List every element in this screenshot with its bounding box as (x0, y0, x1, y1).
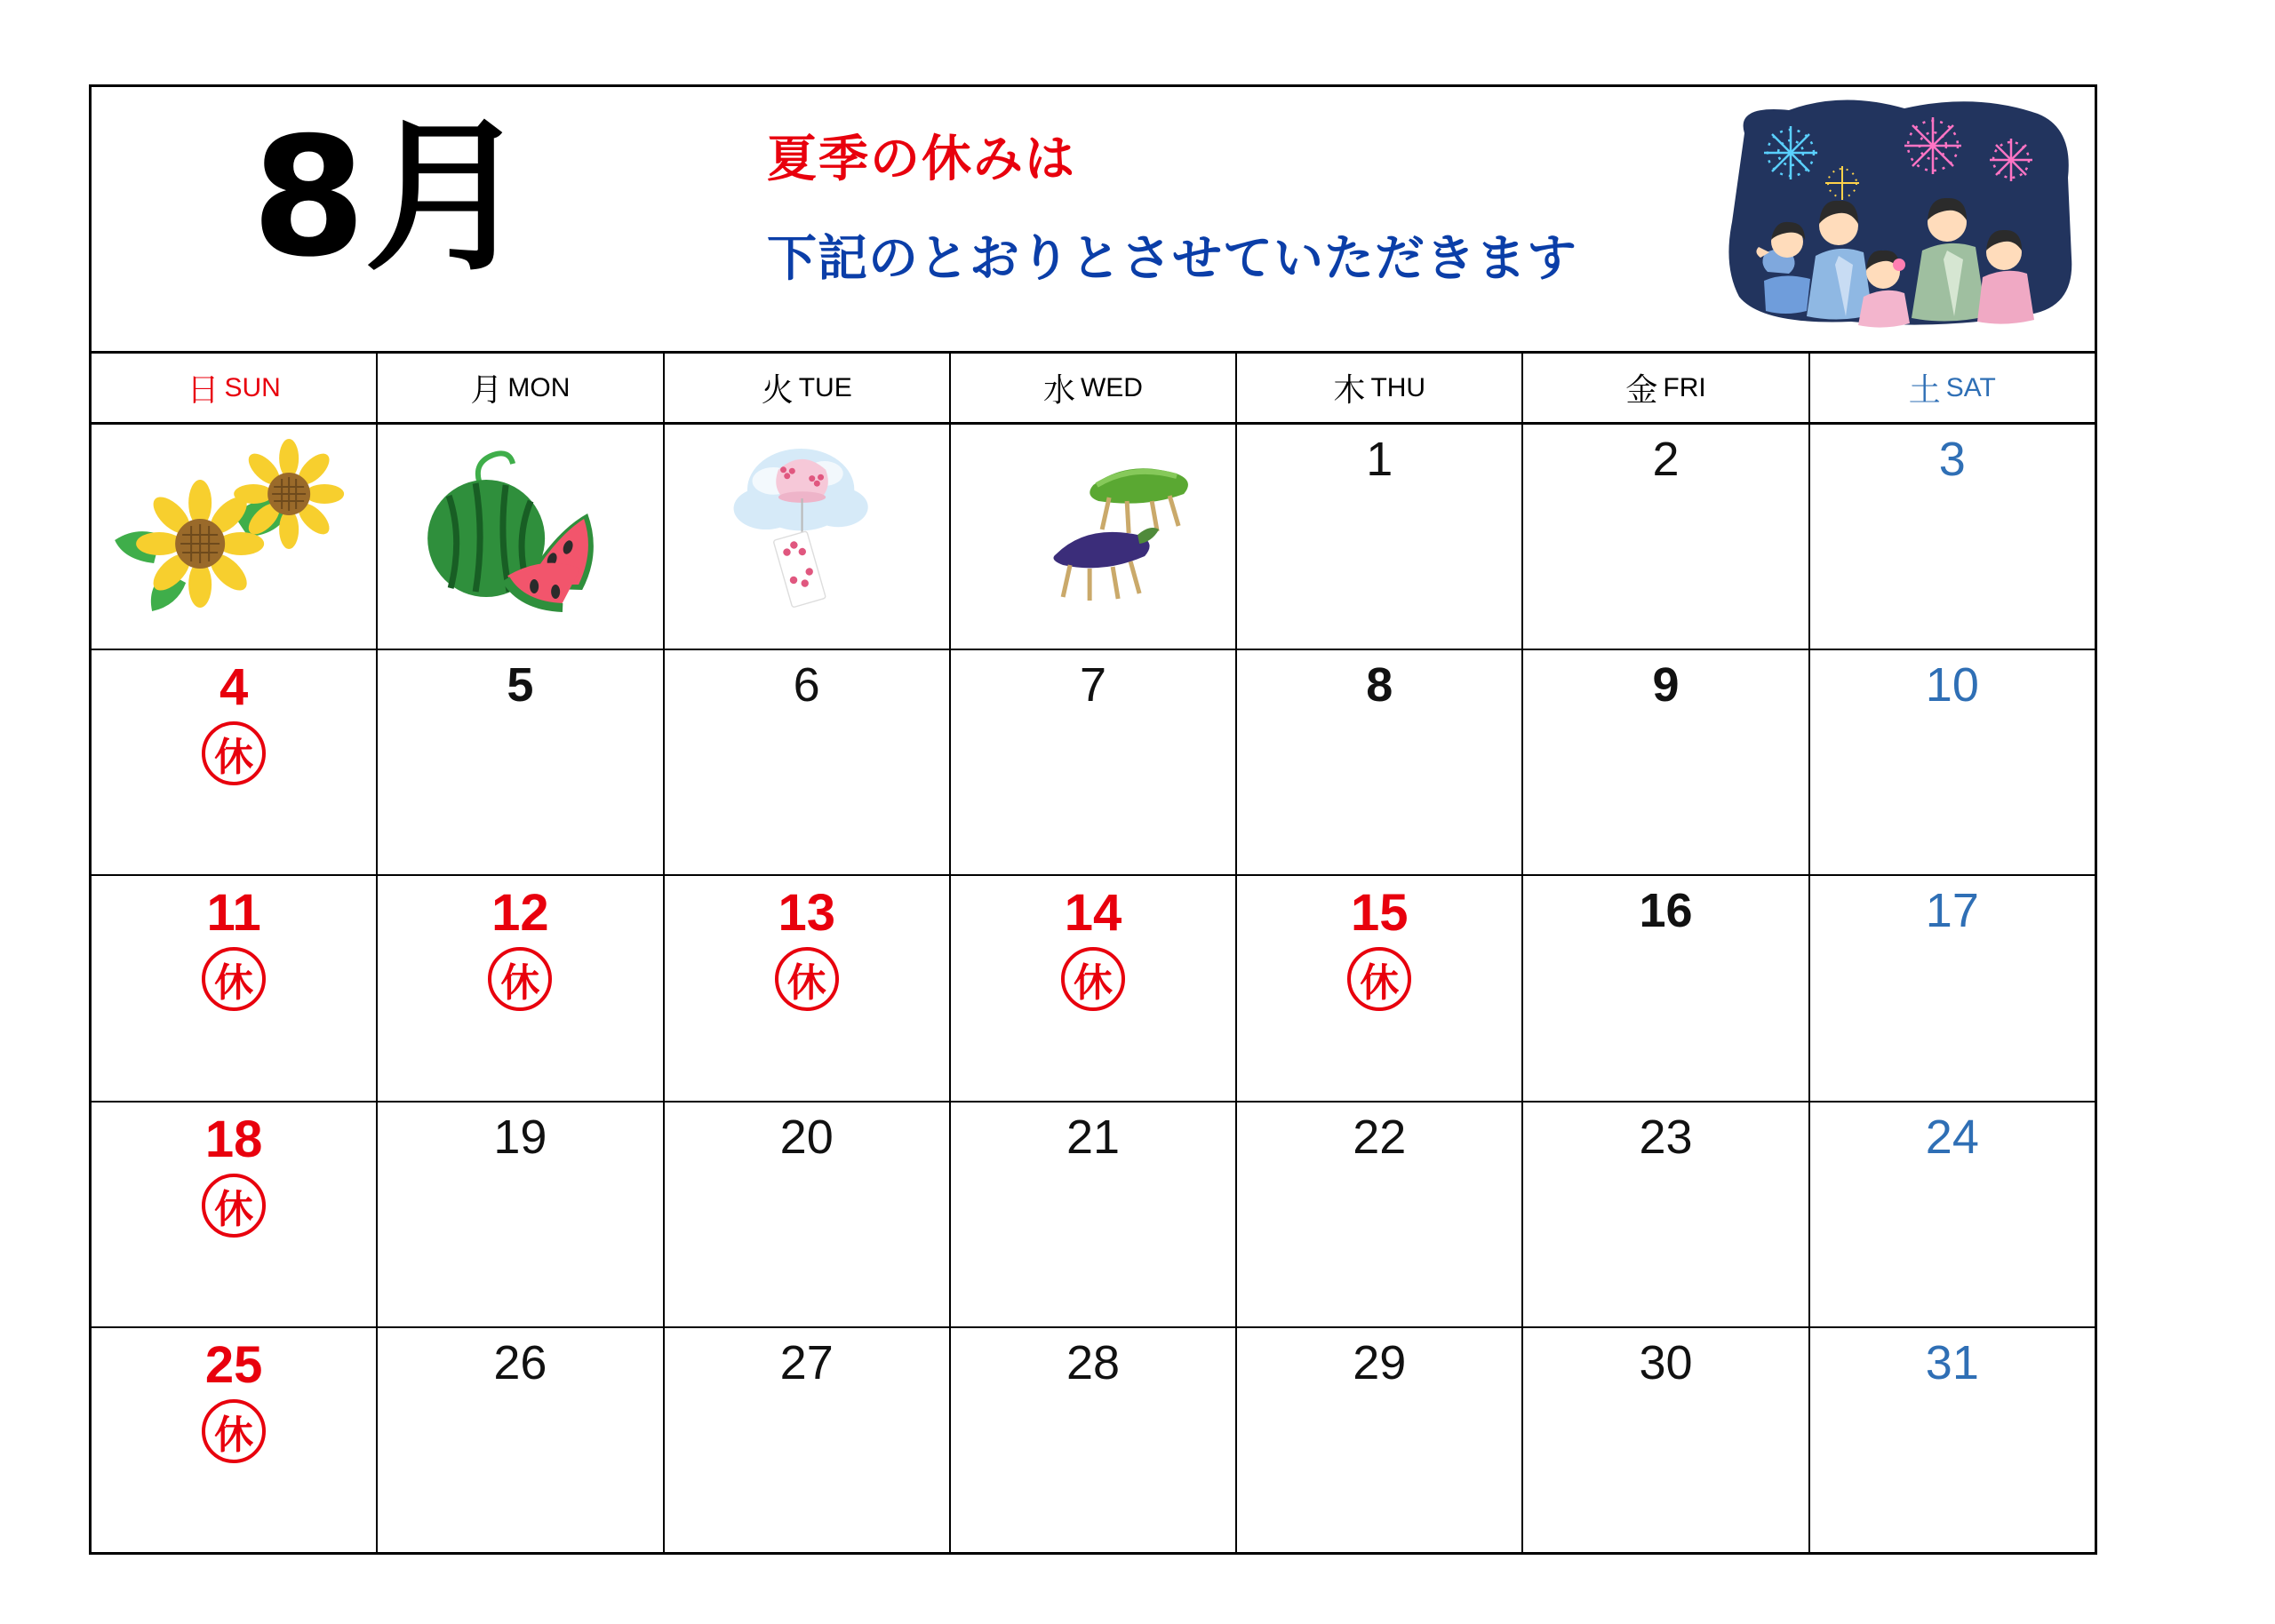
day-number: 23 (1639, 1110, 1693, 1164)
fireworks-family-icon (1709, 98, 2082, 336)
calendar-week-row (92, 425, 2095, 650)
calendar-header (92, 87, 2095, 354)
weekday-wed-roman: WED (1080, 372, 1143, 402)
day-cell[interactable] (665, 425, 951, 649)
holiday-badge: 休 (1347, 947, 1411, 1011)
day-cell[interactable] (92, 1103, 378, 1326)
holiday-badge: 休 (488, 947, 552, 1011)
weekday-thu-roman: THU (1370, 372, 1426, 402)
day-cell[interactable] (1810, 1328, 2095, 1552)
holiday-badge: 休 (202, 721, 266, 785)
holiday-badge: 休 (1061, 947, 1125, 1011)
day-number: 6 (793, 658, 820, 712)
day-number: 10 (1925, 658, 1979, 712)
weekday-thu (1237, 354, 1523, 422)
calendar-week-row (92, 650, 2095, 876)
weekday-tue-roman: TUE (798, 372, 852, 402)
watermelon-icon (378, 430, 662, 617)
day-cell[interactable] (665, 876, 951, 1100)
day-number: 29 (1353, 1335, 1407, 1389)
weekday-tue-kanji: 火 (761, 372, 794, 409)
day-number: 24 (1925, 1110, 1979, 1164)
weekday-sun (92, 354, 378, 422)
day-number: 7 (1079, 658, 1106, 712)
day-cell[interactable] (951, 876, 1237, 1100)
day-cell[interactable] (378, 425, 664, 649)
day-number: 18 (204, 1110, 263, 1168)
day-cell[interactable] (951, 425, 1237, 649)
day-cell[interactable] (1237, 1103, 1523, 1326)
day-number: 21 (1066, 1110, 1121, 1164)
day-cell[interactable] (1523, 1103, 1809, 1326)
day-number: 15 (1351, 884, 1409, 943)
day-cell[interactable] (378, 1103, 664, 1326)
day-cell[interactable] (1237, 425, 1523, 649)
calendar-grid (92, 425, 2095, 1552)
day-cell[interactable] (92, 1328, 378, 1552)
day-number: 4 (220, 658, 249, 717)
day-cell[interactable] (1523, 876, 1809, 1100)
weekday-sat-kanji: 土 (1908, 372, 1941, 409)
day-cell[interactable] (378, 650, 664, 874)
day-number: 26 (493, 1335, 547, 1389)
weekday-sat-roman: SAT (1945, 372, 1996, 402)
day-number: 5 (507, 658, 534, 712)
day-number: 19 (493, 1110, 547, 1164)
day-cell[interactable] (378, 1328, 664, 1552)
day-number: 1 (1366, 433, 1393, 486)
day-number: 22 (1353, 1110, 1407, 1164)
weekday-thu-kanji: 木 (1333, 372, 1366, 409)
weekday-wed (951, 354, 1237, 422)
calendar-week-row (92, 1103, 2095, 1328)
day-cell[interactable] (1810, 876, 2095, 1100)
day-number: 27 (779, 1335, 834, 1389)
day-cell[interactable] (1523, 425, 1809, 649)
weekday-mon-roman: MON (507, 372, 571, 402)
day-cell[interactable] (1237, 876, 1523, 1100)
day-cell[interactable] (665, 1328, 951, 1552)
weekday-tue (665, 354, 951, 422)
day-number: 20 (779, 1110, 834, 1164)
day-number: 3 (1938, 433, 1966, 486)
calendar-week-row (92, 1328, 2095, 1552)
day-cell[interactable] (1237, 650, 1523, 874)
day-cell[interactable] (92, 650, 378, 874)
day-cell[interactable] (92, 876, 378, 1100)
day-number: 12 (491, 884, 549, 943)
sunflower-icon (92, 430, 376, 617)
day-cell[interactable] (92, 425, 378, 649)
holiday-badge: 休 (202, 1174, 266, 1238)
weekday-header-row (92, 354, 2095, 425)
holiday-badge: 休 (202, 947, 266, 1011)
calendar-week-row (92, 876, 2095, 1102)
notice-line-1: 夏季の休みは (767, 131, 1076, 188)
day-cell[interactable] (378, 876, 664, 1100)
day-cell[interactable] (1523, 1328, 1809, 1552)
day-number: 28 (1066, 1335, 1121, 1389)
weekday-mon-kanji: 月 (470, 372, 503, 409)
day-cell[interactable] (1810, 650, 2095, 874)
day-cell[interactable] (1523, 650, 1809, 874)
weekday-mon (378, 354, 664, 422)
day-number: 14 (1064, 884, 1122, 943)
weekday-sun-roman: SUN (224, 372, 281, 402)
day-number: 31 (1925, 1335, 1979, 1389)
weekday-sun-kanji: 日 (187, 372, 220, 409)
day-cell[interactable] (951, 1103, 1237, 1326)
eggplant-horse-icon (951, 430, 1235, 617)
day-number: 9 (1652, 658, 1680, 712)
day-cell[interactable] (951, 1328, 1237, 1552)
day-cell[interactable] (1810, 1103, 2095, 1326)
day-number: 13 (778, 884, 835, 943)
weekday-wed-kanji: 水 (1042, 372, 1075, 409)
wind-chime-icon (665, 430, 949, 617)
august-calendar (89, 84, 2097, 1555)
weekday-fri (1523, 354, 1809, 422)
notice-line-2: 下記のとおりとさせていただきます (767, 230, 1577, 288)
day-number: 25 (204, 1335, 263, 1394)
day-number: 11 (206, 884, 261, 943)
day-number: 17 (1925, 884, 1979, 938)
day-cell[interactable] (1237, 1328, 1523, 1552)
holiday-badge: 休 (202, 1399, 266, 1463)
weekday-fri-kanji: 金 (1625, 372, 1658, 409)
day-number: 30 (1639, 1335, 1693, 1389)
holiday-badge: 休 (775, 947, 839, 1011)
weekday-sat (1810, 354, 2095, 422)
day-cell[interactable] (1810, 425, 2095, 649)
day-number: 16 (1639, 884, 1693, 938)
page-title: 8月 (251, 101, 527, 293)
day-cell[interactable] (665, 1103, 951, 1326)
day-cell[interactable] (665, 650, 951, 874)
day-number: 2 (1652, 433, 1680, 486)
day-number: 8 (1366, 658, 1393, 712)
weekday-fri-roman: FRI (1663, 372, 1706, 402)
day-cell[interactable] (951, 650, 1237, 874)
